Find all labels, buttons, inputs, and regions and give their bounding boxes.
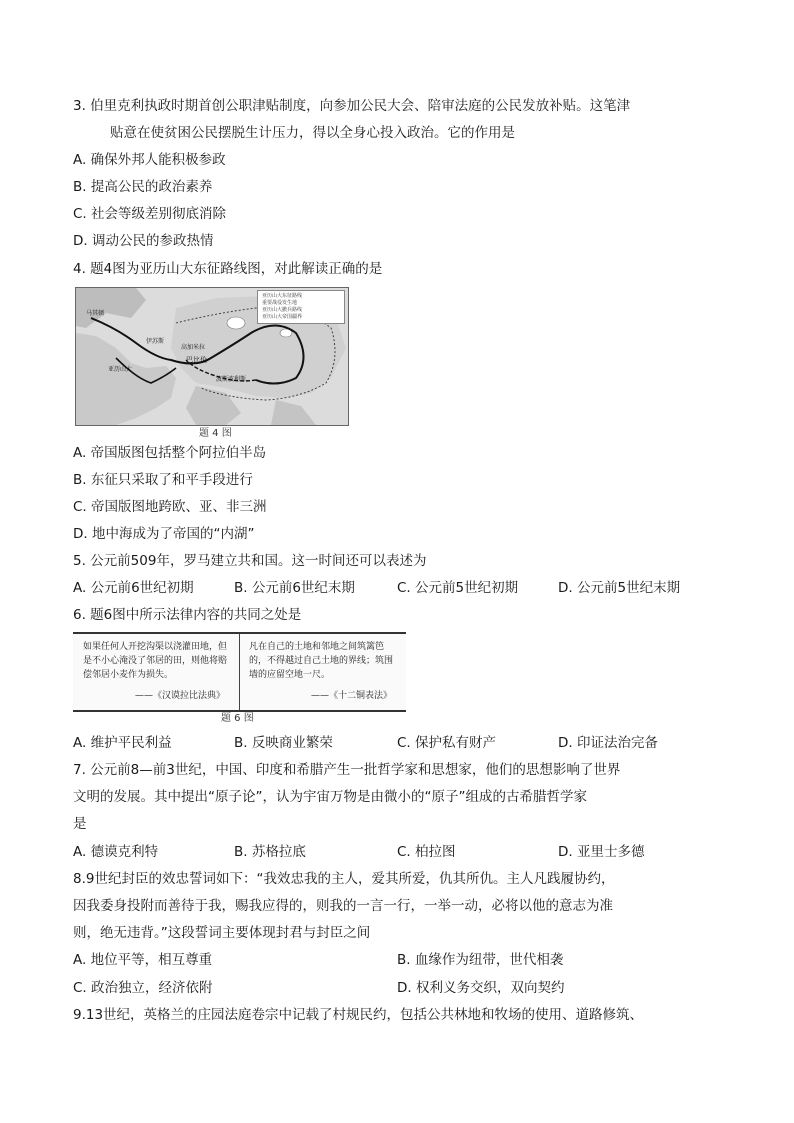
law-divider [239, 634, 240, 710]
place-issus: 伊苏斯 [146, 338, 165, 345]
place-alexandria: 亚历山大 [108, 366, 133, 373]
q4-option-c: C. 帝国版图地跨欧、亚、非三洲 [73, 499, 267, 515]
q8-option-c: C. 政治独立，经济依附 [73, 980, 213, 996]
q4-option-b: B. 东征只采取了和平手段进行 [73, 472, 253, 488]
law-excerpt-box [73, 632, 406, 712]
q9-stem-line1: 9.13世纪，英格兰的庄园法庭卷宗中记载了村规民约，包括公共林地和牧场的使用、道路修筑、 [73, 1007, 644, 1023]
place-gaugamela: 高加米拉 [181, 344, 206, 351]
q3-stem-line1: 3. 伯里克利执政时期首创公职津贴制度，向参加公民大会、陪审法庭的公民发放补贴。这笔津 [73, 98, 631, 114]
q8-option-d: D. 权利义务交织，双向契约 [397, 980, 565, 996]
law-hammurabi-source: ——《汉谟拉比法典》 [135, 691, 226, 701]
q5-option-c: C. 公元前5世纪初期 [397, 580, 519, 596]
legend-retreat: 亚历山大撤兵路线 [262, 307, 303, 313]
q8-stem-line1: 8.9世纪封臣的效忠誓词如下：“我效忠我的主人，爱其所爱，仇其所仇。主人凡践履协约， [73, 871, 615, 887]
q7-option-d: D. 亚里士多德 [558, 844, 645, 860]
q7-stem-line2: 文明的发展。其中提出“原子论”，认为宇宙万物是由微小的“原子”组成的古希腊哲学家 [73, 789, 587, 805]
q7-option-b: B. 苏格拉底 [234, 844, 306, 860]
q3-option-a: A. 确保外邦人能积极参政 [73, 152, 226, 168]
legend-route: 亚历山大东征路线 [262, 293, 303, 299]
legend-border: 亚历山大帝国疆界 [262, 314, 303, 320]
q4-stem: 4. 题4图为亚历山大东征路线图，对此解读正确的是 [73, 261, 383, 277]
q5-option-d: D. 公元前5世纪末期 [558, 580, 681, 596]
q6-option-b: B. 反映商业繁荣 [234, 735, 333, 751]
q7-stem-line3: 是 [73, 816, 87, 832]
q6-option-c: C. 保护私有财产 [397, 735, 497, 751]
q8-stem-line2: 因我委身投附而善待于我，赐我应得的，则我的一言一行，一举一动，必将以他的意志为准 [73, 898, 613, 914]
law-twelve-tables-source: ——《十二铜表法》 [311, 691, 393, 701]
q7-option-a: A. 德谟克利特 [73, 844, 159, 860]
q7-stem-line1: 7. 公元前8—前3世纪，中国、印度和希腊产生一批哲学家和思想家，他们的思想影响了世界 [73, 762, 621, 778]
q3-stem-line2: 贴意在使贫困公民摆脱生计压力，得以全身心投入政治。它的作用是 [110, 125, 515, 141]
law-twelve-tables-text: 凡在自己的土地和邻地之间筑篱笆的，不得越过自己土地的界线；筑围墙的应留空地一尺。 [249, 642, 394, 680]
q6-option-a: A. 维护平民利益 [73, 735, 172, 751]
q5-option-a: A. 公元前6世纪初期 [73, 580, 194, 596]
q4-option-d: D. 地中海成为了帝国的“内湖” [73, 526, 255, 542]
q3-option-b: B. 提高公民的政治素养 [73, 179, 213, 195]
legend-battle: 重要战役发生地 [262, 300, 298, 306]
q3-option-d: D. 调动公民的参政热情 [73, 233, 214, 249]
q4-option-a: A. 帝国版图包括整个阿拉伯半岛 [73, 445, 267, 461]
law-hammurabi-text: 如果任何人开挖沟渠以浇灌田地，但是不小心淹没了邻居的田，则他将赔偿邻居小麦作为损失。 [83, 642, 228, 680]
q5-stem: 5. 公元前509年，罗马建立共和国。这一时间还可以表述为 [73, 553, 427, 569]
q8-option-a: A. 地位平等，相互尊重 [73, 952, 213, 968]
q7-option-c: C. 柏拉图 [397, 844, 456, 860]
map-legend [257, 290, 345, 324]
q6-stem: 6. 题6图中所示法律内容的共同之处是 [73, 607, 302, 623]
q6-caption: 题 6 图 [221, 713, 254, 724]
place-macedonia: 马其顿 [86, 310, 105, 317]
q8-stem-line3: 则，绝无违背。”这段誓词主要体现封君与封臣之间 [73, 925, 371, 941]
q3-option-c: C. 社会等级差别彻底消除 [73, 206, 227, 222]
q6-option-d: D. 印证法治完备 [558, 735, 658, 751]
q5-option-b: B. 公元前6世纪末期 [234, 580, 355, 596]
q4-map-caption: 题 4 图 [199, 428, 232, 439]
place-babylon: 巴比伦 [186, 356, 207, 364]
place-persepolis: 波斯波利斯 [216, 376, 247, 383]
q8-option-b: B. 血缘作为纽带，世代相袭 [397, 952, 564, 968]
